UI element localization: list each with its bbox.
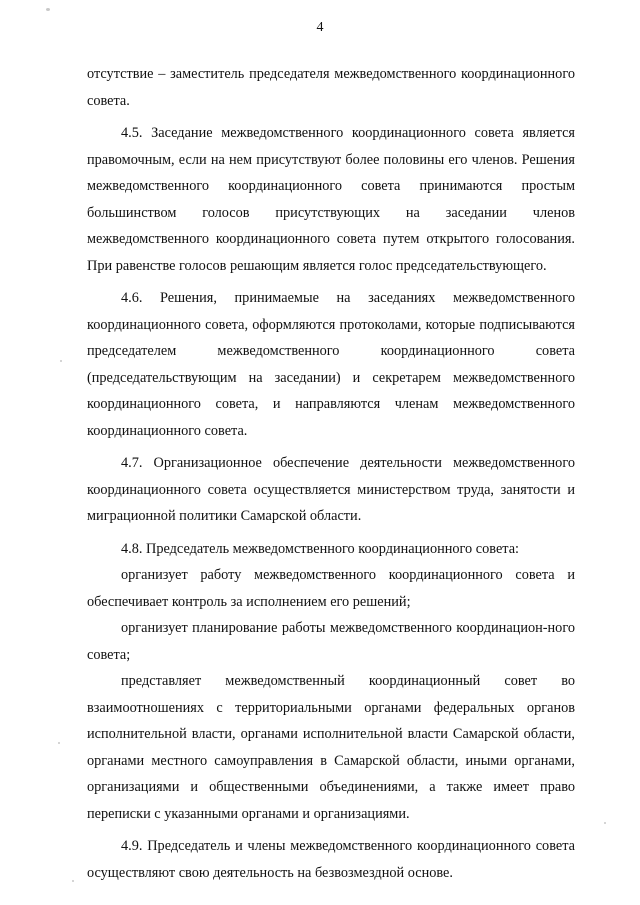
paragraph-4-8-duty-1: организует работу межведомственного координационного совета и обеспечивает контроль за исполнением его решений; xyxy=(87,567,575,610)
scan-speck xyxy=(46,8,50,11)
document-body xyxy=(87,61,575,886)
paragraph-4-5: 4.5. Заседание межведомственного координационного совета является правомочным, если на нем присутствуют более половины его членов. Решения межведомственного координационного совета принимаются простым большинством голосов присутствующих на заседании членов межведомственного координационного совета путем открытого голосования. При равенстве голосов решающим является голос председательствующего. xyxy=(87,125,575,274)
paragraph-4-9: 4.9. Председатель и члены межведомственного координационного совета осуществляют свою деятельность на безвозмездной основе. xyxy=(87,838,575,881)
scan-speck xyxy=(72,880,74,882)
scan-speck xyxy=(60,360,62,362)
scan-speck xyxy=(58,742,60,744)
paragraph-4-8: 4.8. Председатель межведомственного координационного совета: xyxy=(121,540,520,557)
paragraph-4-6: 4.6. Решения, принимаемые на заседаниях межведомственного координационного совета, оформляются протоколами, которые подписываются председателем межведомственного координационного совета (председательствующим на заседании) и секретарем межведомственного координационного совета, и направляются членам межведомственного координационного совета. xyxy=(87,290,575,439)
paragraph-4-8-duty-3: представляет межведомственный координационный совет во взаимоотношениях с территориальными органами федеральных органов исполнительной власти, органами исполнительной власти Самарской области, органами местного самоуправления в Самарской области, иными органами, организациями и общественными объединениями, а также имеет право переписки с указанными органами и организациями. xyxy=(87,673,575,822)
page-number: 4 xyxy=(316,20,324,35)
paragraph-continuation: отсутствие – заместитель председателя межведомственного координационного совета. xyxy=(87,66,575,109)
scan-speck xyxy=(604,822,606,824)
paragraph-4-7: 4.7. Организационное обеспечение деятельности межведомственного координационного совета осуществляется министерством труда, занятости и миграционной политики Самарской области. xyxy=(87,455,575,524)
paragraph-4-8-duty-2: организует планирование работы межведомственного координацион-ного совета; xyxy=(87,620,575,663)
